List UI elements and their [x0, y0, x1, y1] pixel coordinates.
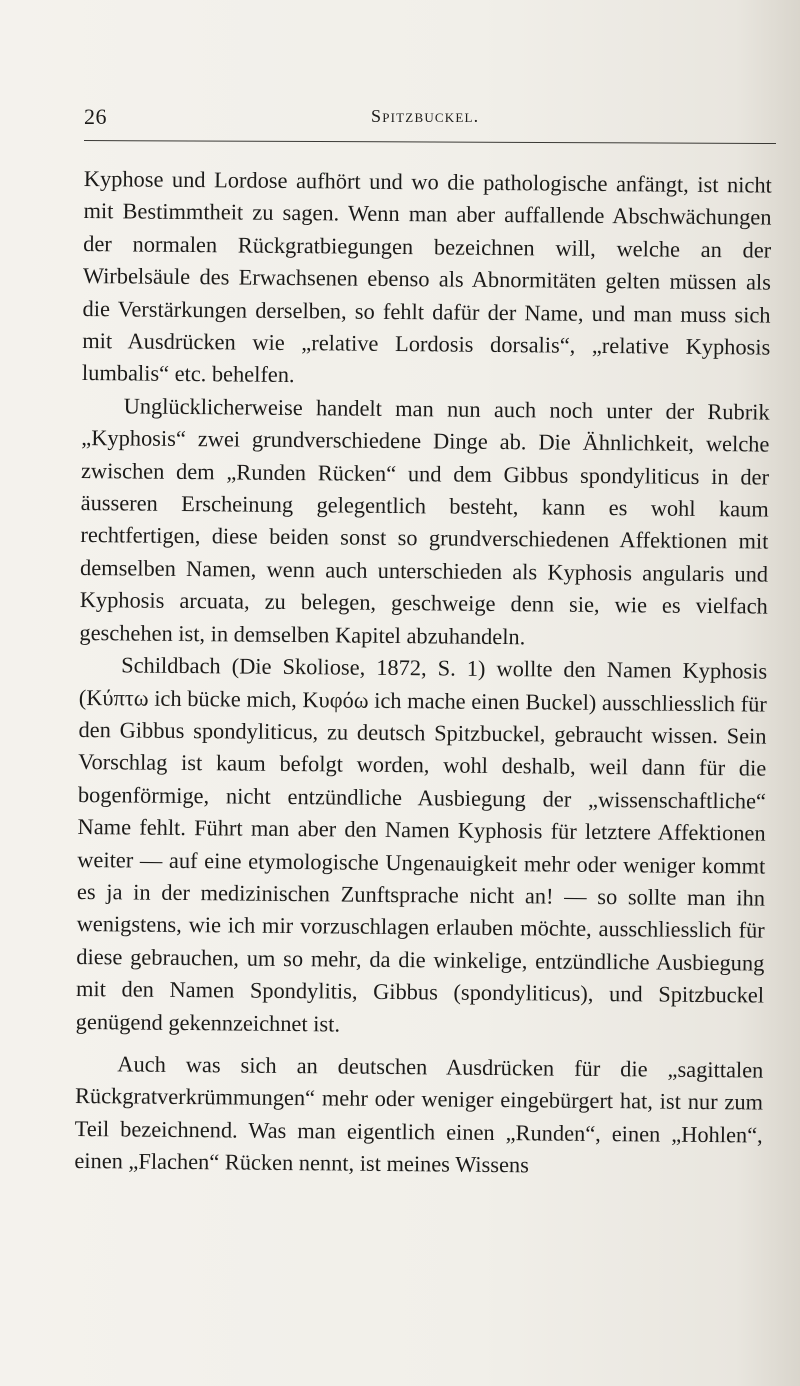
paragraph-4: Auch was sich an deutschen Ausdrücken für die „sagittalen Rückgratverkrümmungen“ mehr oder weniger eingebürgert hat, ist nur zum Teil bezeichnend. Was man eigentlich einen „Runden“, einen „Hohlen“, einen „Flachen“ Rücken nennt, ist meines Wissens: [74, 1051, 764, 1178]
body-text: [74, 163, 772, 1184]
page-number: 26: [84, 104, 107, 129]
paragraph-3: Schildbach (Die Skoliose, 1872, S. 1) wollte den Namen Kyphosis (Κύπτω ich bücke mich, Κυφόω ich mache einen Buckel) ausschliesslich für den Gibbus spondyliticus, zu deutsch Spitzbuckel, gebraucht wissen. Sein Vorschlag ist kaum befolgt worden, wohl deshalb, weil dann für die bogenförmige, nicht entzündliche Ausbiegung der „wissenschaftliche“ Name fehlt. Führt man aber den Namen Kyphosis für letztere Affektionen weiter — auf eine etymologische Ungenauigkeit mehr oder weniger kommt es ja in der medizinischen Zunftsprache nicht an! — so sollte man ihn wenigstens, wie ich mir vorzuschlagen erlauben möchte, ausschliesslich für diese gebrauchen, um so mehr, da die winkelige, entzündliche Ausbiegung mit den Namen Spondylitis, Gibbus (spondyliticus), und Spitzbuckel genügend gekennzeichnet ist.: [75, 652, 768, 1037]
paragraph-1: Kyphose und Lordose aufhört und wo die pathologische anfängt, ist nicht mit Bestimmtheit zu sagen. Wenn man aber auffallende Abschwächungen der normalen Rückgratbiegungen bezeichnen will, welche an der Wirbelsäule des Erwachsenen ebenso als Abnormitäten gelten müssen als die Verstärkungen derselben, so fehlt dafür der Name, und man muss sich mit Ausdrücken wie „relative Lordosis dorsalis“, „relative Kyphosis lumbalis“ etc. behelfen.: [81, 165, 772, 388]
header-rule: [84, 140, 776, 144]
paragraph-2: Unglücklicherweise handelt man nun auch noch unter der Rubrik „Kyphosis“ zwei grundverschiedene Dinge ab. Die Ähnlichkeit, welche zwischen dem „Runden Rücken“ und dem Gibbus spondyliticus in der äusseren Erscheinung gelegentlich besteht, kann es wohl kaum rechtfertigen, diese beiden sonst so grundverschiedenen Affektionen mit demselben Namen, wenn auch unterschieden als Kyphosis angularis und Kyphosis arcuata, zu belegen, geschweige denn sie, wie es vielfach geschehen ist, in demselben Kapitel abzuhandeln.: [79, 393, 770, 649]
page-header: [84, 100, 774, 130]
running-head: Spitzbuckel.: [371, 106, 480, 126]
